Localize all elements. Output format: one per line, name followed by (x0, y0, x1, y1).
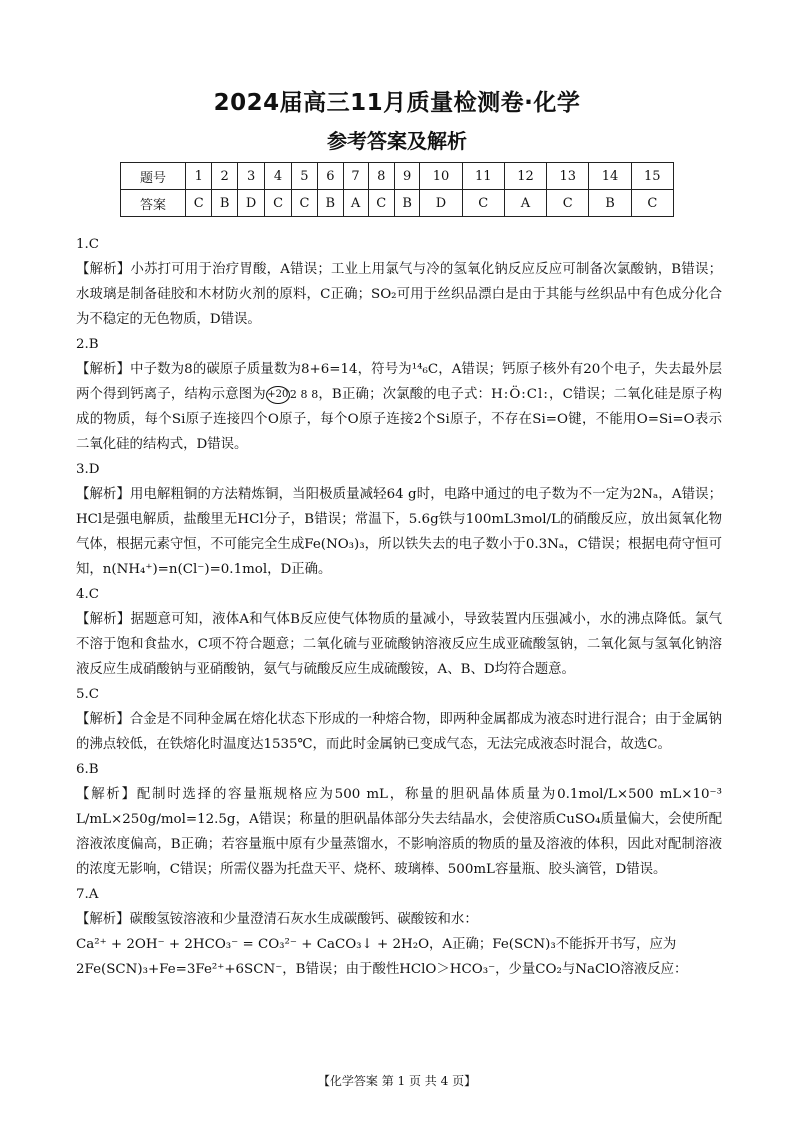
question-number: 3.D (76, 462, 100, 477)
question-number: 7.A (76, 887, 99, 902)
explanation-text: 【解析】小苏打可用于治疗胃酸，A错误；工业上用氯气与冷的氢氧化钠反应反应可制备次氯酸钠，B错误；水玻璃是制备硅胶和木材防火剂的原料，C正确；SO₂可用于丝织品漂白是由于其能与丝织品中有色成分化合为不稳定的无色物质，D错误。 (76, 262, 722, 327)
question-number-cell: 1 (186, 163, 212, 190)
explanation-part: 【解析】中子数为8的碳原子质量数为8+6=14，符号为 (76, 362, 412, 377)
explanation-text: 【解析】配制时选择的容量瓶规格应为500 mL，称量的胆矾晶体质量为0.1mol/L×500 mL×10⁻³ L/mL×250g/mol=12.5g，A错误；称量的胆矾晶体部分失去结晶水，会使溶质CuSO₄质量偏大，会使所配溶液浓度偏高，B正确；若容量瓶中原有少量蒸馏水，不影响溶质的物质的量及溶液的体积，因此对配制溶液的浓度无影响，C错误；所需仪器为托盘天平、烧杯、玻璃棒、500mL容量瓶、胶头滴管，D错误。 (76, 787, 722, 877)
isotope-symbol: ¹⁴₆C (411, 362, 439, 377)
question-number-cell: 15 (631, 163, 673, 190)
answer-cell: B (212, 190, 237, 217)
answer-cell: B (394, 190, 419, 217)
question-number-cell: 14 (589, 163, 631, 190)
question-number-cell: 9 (394, 163, 419, 190)
question-number-cell: 5 (291, 163, 317, 190)
explanation-text (76, 357, 722, 457)
answer-cell: C (368, 190, 394, 217)
question-number-cell: 7 (343, 163, 368, 190)
question-number-cell: 11 (462, 163, 504, 190)
answer-cell: D (237, 190, 265, 217)
answer-cell: C (462, 190, 504, 217)
answer-cell: A (504, 190, 546, 217)
question-number: 6.B (76, 762, 99, 777)
question-number-cell: 4 (265, 163, 291, 190)
electron-shells: 2 8 8 (289, 388, 319, 401)
answer-cell: C (291, 190, 317, 217)
nucleus-circle: +20 (266, 386, 290, 404)
explanation-part: ，A错误；钙原子核外有20个电子，失去最外层两个得到钙离子，结构示意图为 (76, 362, 722, 402)
answer-cell: C (631, 190, 673, 217)
answer-row (121, 190, 674, 217)
question-number-cell: 3 (237, 163, 265, 190)
question-number-cell: 10 (420, 163, 462, 190)
answer-cell: A (343, 190, 368, 217)
answer-cell: C (265, 190, 291, 217)
question-number: 4.C (76, 587, 100, 602)
answer-cell: B (318, 190, 343, 217)
explanation-part: ，B正确；次氯酸的电子式： (318, 387, 492, 402)
page-title: 2024届高三11月质量检测卷·化学 (213, 90, 581, 116)
question-number-cell: 2 (212, 163, 237, 190)
explanation-text: 【解析】碳酸氢铵溶液和少量澄清石灰水生成碳酸钙、碳酸铵和水： (76, 912, 478, 927)
explanation-text: 【解析】据题意可知，液体A和气体B反应使气体物质的量减小，导致装置内压强减小，水的沸点降低。氯气不溶于饱和食盐水，C项不符合题意；二氧化硫与亚硫酸钠溶液反应生成亚硫酸氢钠，二氧化氮与氢氧化钠溶液反应生成硝酸钠与亚硝酸钠，氨气与硫酸反应生成硫酸铵，A、B、D均符合题意。 (76, 612, 722, 677)
question-number-row (121, 163, 674, 190)
question-number-cell: 12 (504, 163, 546, 190)
row-label: 题号 (121, 163, 186, 190)
electron-formula: H:Ö:Cl: (491, 387, 549, 402)
answer-cell: C (547, 190, 589, 217)
question-number-cell: 13 (547, 163, 589, 190)
question-number: 5.C (76, 687, 100, 702)
question-number: 1.C (76, 237, 100, 252)
answer-table (120, 162, 674, 217)
answer-cell: B (589, 190, 631, 217)
explanation-part: ，C错误；二氧化硅是原子构成的物质，每个Si原子连接四个O原子，每个O原子连接2个Si原子，不存在Si=O键，不能用O=Si=O表示二氧化硅的结构式，D错误。 (76, 387, 722, 452)
question-number-cell: 6 (318, 163, 343, 190)
question-number: 2.B (76, 337, 99, 352)
question-number-cell: 8 (368, 163, 394, 190)
page-footer: 【化学答案 第 1 页 共 4 页】 (317, 1074, 477, 1088)
explanation-part: ，A正确；Fe(SCN)₃不能拆开书写，应为 (429, 937, 677, 952)
explanation-text: 2Fe(SCN)₃+Fe=3Fe²⁺+6SCN⁻，B错误；由于酸性HClO＞HCO₃⁻，少量CO₂与NaClO溶液反应： (76, 962, 688, 977)
page-subtitle: 参考答案及解析 (327, 129, 467, 153)
explanation-text: 【解析】用电解粗铜的方法精炼铜，当阳极质量减轻64 g时，电路中通过的电子数为不一定为2Nₐ，A错误；HCl是强电解质，盐酸里无HCl分子，B错误；常温下，5.6g铁与100mL3mol/L的硝酸反应，放出氮氧化物气体，根据元素守恒，不可能完全生成Fe(NO₃)₃，所以铁失去的电子数小于0.3Nₐ，C错误；根据电荷守恒可知，n(NH₄⁺)=n(Cl⁻)=0.1mol，D正确。 (76, 487, 722, 577)
answer-explanations (76, 232, 722, 982)
explanation-text (76, 932, 722, 957)
row-label: 答案 (121, 190, 186, 217)
answer-cell: C (186, 190, 212, 217)
chemical-equation: Ca²⁺ + 2OH⁻ + 2HCO₃⁻ = CO₃²⁻ + CaCO₃↓ + 2H₂O (76, 937, 430, 952)
explanation-text: 【解析】合金是不同种金属在熔化状态下形成的一种熔合物，即两种金属都成为液态时进行混合；由于金属钠的沸点较低，在铁熔化时温度达1535℃，而此时金属钠已变成气态，无法完成液态时混合，故选C。 (76, 712, 722, 752)
answer-cell: D (420, 190, 462, 217)
